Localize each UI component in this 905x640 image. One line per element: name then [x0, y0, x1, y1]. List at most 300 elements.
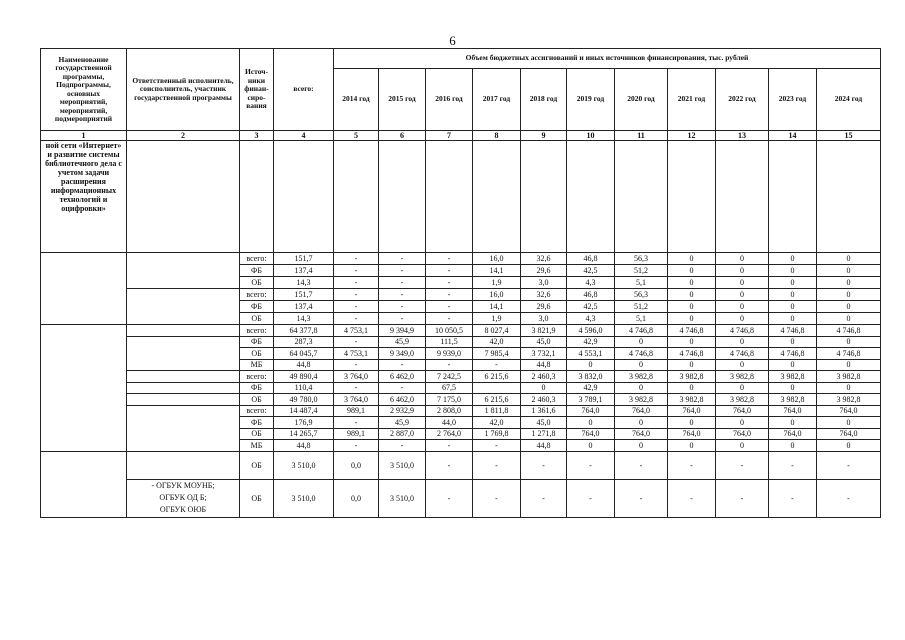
- source-cell: МБ: [240, 440, 274, 452]
- value-cell: 44,8: [521, 359, 567, 371]
- value-cell: 0: [567, 440, 615, 452]
- value-cell: 989,1: [334, 405, 379, 417]
- value-cell: -: [426, 451, 473, 479]
- value-cell: 4 746,8: [817, 325, 881, 337]
- value-cell: 0: [615, 382, 668, 394]
- source-cell: всего:: [240, 371, 274, 383]
- continuation-text: ной сети «Интернет» и развитие системы библиотечного дела с учетом задачи расширения информационных технологий и оцифровки»: [41, 141, 127, 253]
- value-cell: 42,0: [473, 417, 521, 429]
- value-cell: 3 764,0: [334, 394, 379, 406]
- value-cell: 764,0: [716, 428, 769, 440]
- value-cell: 2 460,3: [521, 394, 567, 406]
- measure-name: [41, 451, 127, 517]
- value-cell: 3 982,8: [716, 371, 769, 383]
- value-cell: 7 985,4: [473, 348, 521, 360]
- value-cell: 3 510,0: [274, 451, 334, 479]
- value-cell: 46,8: [567, 253, 615, 265]
- value-cell: 4 753,1: [334, 325, 379, 337]
- table-row: [41, 405, 881, 417]
- value-cell: 1 811,8: [473, 405, 521, 417]
- value-cell: 16,0: [473, 289, 521, 301]
- value-cell: -: [473, 440, 521, 452]
- source-cell: всего:: [240, 253, 274, 265]
- value-cell: -: [615, 479, 668, 517]
- value-cell: 10 050,5: [426, 325, 473, 337]
- value-cell: [473, 382, 521, 394]
- value-cell: 0: [615, 417, 668, 429]
- value-cell: 0: [817, 289, 881, 301]
- executor-name: [127, 394, 240, 406]
- executor-line: ОГБУК ОЮБ: [159, 505, 207, 514]
- value-cell: -: [379, 265, 426, 277]
- value-cell: 0: [716, 336, 769, 348]
- value-cell: 9 349,0: [379, 348, 426, 360]
- value-cell: -: [769, 479, 817, 517]
- value-cell: 2 460,3: [521, 371, 567, 383]
- value-cell: 0: [716, 382, 769, 394]
- value-cell: 0: [668, 382, 716, 394]
- value-cell: 3 982,8: [817, 394, 881, 406]
- value-cell: -: [334, 417, 379, 429]
- value-cell: 3 982,8: [615, 394, 668, 406]
- value-cell: 764,0: [817, 405, 881, 417]
- executor-line: - ОГБУК МОУНБ;: [151, 481, 215, 490]
- value-cell: 4 746,8: [769, 348, 817, 360]
- value-cell: -: [426, 440, 473, 452]
- value-cell: 42,0: [473, 336, 521, 348]
- value-cell: 764,0: [668, 405, 716, 417]
- value-cell: 0: [769, 359, 817, 371]
- value-cell: -: [379, 382, 426, 394]
- value-cell: 0: [817, 313, 881, 325]
- value-cell: 137,4: [274, 265, 334, 277]
- value-cell: 14 487,4: [274, 405, 334, 417]
- value-cell: -: [567, 451, 615, 479]
- column-index: 9: [521, 131, 567, 141]
- value-cell: 1 271,8: [521, 428, 567, 440]
- value-cell: -: [334, 313, 379, 325]
- value-cell: -: [334, 440, 379, 452]
- value-cell: 0: [769, 253, 817, 265]
- value-cell: 44,8: [521, 440, 567, 452]
- executor-name: [127, 336, 240, 371]
- measure-name: [41, 253, 127, 325]
- value-cell: 3 832,0: [567, 371, 615, 383]
- value-cell: 0: [769, 336, 817, 348]
- value-cell: -: [615, 451, 668, 479]
- value-cell: -: [379, 277, 426, 289]
- value-cell: 0: [817, 359, 881, 371]
- value-cell: 0: [817, 382, 881, 394]
- value-cell: 0: [668, 289, 716, 301]
- value-cell: -: [426, 265, 473, 277]
- value-cell: 0: [817, 440, 881, 452]
- value-cell: 151,7: [274, 253, 334, 265]
- value-cell: 0: [567, 417, 615, 429]
- value-cell: -: [426, 359, 473, 371]
- value-cell: 137,4: [274, 301, 334, 313]
- header-total: всего:: [274, 49, 334, 131]
- source-cell: ОБ: [240, 428, 274, 440]
- value-cell: 0: [668, 313, 716, 325]
- header-year: 2022 год: [716, 69, 769, 131]
- value-cell: -: [334, 301, 379, 313]
- value-cell: 3 982,8: [769, 394, 817, 406]
- value-cell: 3 789,1: [567, 394, 615, 406]
- value-cell: 2 764,0: [426, 428, 473, 440]
- value-cell: 42,9: [567, 336, 615, 348]
- value-cell: 0: [769, 277, 817, 289]
- value-cell: -: [379, 313, 426, 325]
- executor-name: [127, 451, 240, 479]
- value-cell: -: [379, 253, 426, 265]
- value-cell: -: [426, 253, 473, 265]
- value-cell: 4 746,8: [668, 348, 716, 360]
- value-cell: -: [334, 382, 379, 394]
- column-index: 3: [240, 131, 274, 141]
- value-cell: 0: [668, 265, 716, 277]
- value-cell: 0: [769, 382, 817, 394]
- value-cell: 4 746,8: [817, 348, 881, 360]
- header-program: Наименование государственной программы, Подпрограммы, основных мероприятий, мероприятий, подмероприятий: [41, 49, 127, 131]
- value-cell: 764,0: [615, 428, 668, 440]
- value-cell: 3 732,1: [521, 348, 567, 360]
- value-cell: -: [334, 289, 379, 301]
- value-cell: 7 242,5: [426, 371, 473, 383]
- value-cell: 4 753,1: [334, 348, 379, 360]
- value-cell: 9 394,9: [379, 325, 426, 337]
- value-cell: 51,2: [615, 301, 668, 313]
- source-cell: МБ: [240, 359, 274, 371]
- value-cell: 0: [567, 359, 615, 371]
- value-cell: 46,8: [567, 289, 615, 301]
- value-cell: -: [521, 451, 567, 479]
- source-cell: ФБ: [240, 336, 274, 348]
- value-cell: 14 265,7: [274, 428, 334, 440]
- value-cell: 764,0: [615, 405, 668, 417]
- funding-table: [40, 48, 881, 518]
- value-cell: 1 361,6: [521, 405, 567, 417]
- value-cell: 0: [817, 253, 881, 265]
- source-cell: ОБ: [240, 277, 274, 289]
- table-row: [41, 479, 881, 517]
- value-cell: -: [379, 301, 426, 313]
- value-cell: 764,0: [668, 428, 716, 440]
- value-cell: 0: [716, 265, 769, 277]
- value-cell: 14,1: [473, 301, 521, 313]
- value-cell: 45,9: [379, 336, 426, 348]
- value-cell: 49 890,4: [274, 371, 334, 383]
- value-cell: 4,3: [567, 313, 615, 325]
- table-row: [41, 451, 881, 479]
- column-index: 11: [615, 131, 668, 141]
- value-cell: 0: [769, 440, 817, 452]
- value-cell: -: [716, 451, 769, 479]
- value-cell: 0: [668, 440, 716, 452]
- value-cell: -: [473, 451, 521, 479]
- executor-name: [127, 371, 240, 383]
- header-year: 2019 год: [567, 69, 615, 131]
- source-cell: ОБ: [240, 394, 274, 406]
- source-cell: всего:: [240, 405, 274, 417]
- value-cell: 3 982,8: [668, 371, 716, 383]
- header-source: Источ-ники финан-сиро-вания: [240, 49, 274, 131]
- value-cell: 0: [668, 336, 716, 348]
- header-year: 2024 год: [817, 69, 881, 131]
- value-cell: 0: [817, 277, 881, 289]
- value-cell: 2 808,0: [426, 405, 473, 417]
- column-index: 5: [334, 131, 379, 141]
- value-cell: 49 780,0: [274, 394, 334, 406]
- value-cell: 1,9: [473, 313, 521, 325]
- value-cell: 2 932,9: [379, 405, 426, 417]
- source-cell: ОБ: [240, 348, 274, 360]
- value-cell: 0: [769, 289, 817, 301]
- value-cell: 287,3: [274, 336, 334, 348]
- value-cell: 1,9: [473, 277, 521, 289]
- value-cell: 29,6: [521, 301, 567, 313]
- header-year: 2021 год: [668, 69, 716, 131]
- header-executor: Ответственный исполнитель, соисполнитель, участник государственной программы: [127, 49, 240, 131]
- value-cell: 3,0: [521, 313, 567, 325]
- value-cell: 56,3: [615, 253, 668, 265]
- value-cell: 0: [716, 277, 769, 289]
- value-cell: 14,1: [473, 265, 521, 277]
- value-cell: 764,0: [567, 428, 615, 440]
- value-cell: -: [473, 359, 521, 371]
- column-index: 6: [379, 131, 426, 141]
- value-cell: 6 462,0: [379, 394, 426, 406]
- value-cell: 4 746,8: [716, 348, 769, 360]
- value-cell: 6 215,6: [473, 394, 521, 406]
- value-cell: 0: [615, 359, 668, 371]
- value-cell: 9 939,0: [426, 348, 473, 360]
- value-cell: 3 982,8: [615, 371, 668, 383]
- value-cell: -: [334, 277, 379, 289]
- header-year: 2016 год: [426, 69, 473, 131]
- value-cell: 0: [769, 265, 817, 277]
- value-cell: 3 821,9: [521, 325, 567, 337]
- value-cell: 0: [668, 253, 716, 265]
- table-row: [41, 371, 881, 383]
- value-cell: 42,5: [567, 265, 615, 277]
- column-index: 12: [668, 131, 716, 141]
- value-cell: 0: [817, 417, 881, 429]
- source-cell: ОБ: [240, 479, 274, 517]
- value-cell: -: [521, 479, 567, 517]
- value-cell: 6 215,6: [473, 371, 521, 383]
- value-cell: 3 982,8: [668, 394, 716, 406]
- value-cell: 2 887,0: [379, 428, 426, 440]
- executor-name: [127, 382, 240, 394]
- source-cell: ФБ: [240, 417, 274, 429]
- value-cell: 1 769,8: [473, 428, 521, 440]
- column-index: 14: [769, 131, 817, 141]
- value-cell: 0: [769, 417, 817, 429]
- executor-name: [127, 289, 240, 325]
- value-cell: 110,4: [274, 382, 334, 394]
- column-index: 1: [41, 131, 127, 141]
- source-cell: ФБ: [240, 301, 274, 313]
- value-cell: -: [817, 451, 881, 479]
- value-cell: 4 553,1: [567, 348, 615, 360]
- value-cell: 5,1: [615, 313, 668, 325]
- value-cell: -: [426, 277, 473, 289]
- value-cell: -: [334, 359, 379, 371]
- value-cell: 4 746,8: [716, 325, 769, 337]
- value-cell: 64 045,7: [274, 348, 334, 360]
- value-cell: 0: [668, 277, 716, 289]
- value-cell: 42,9: [567, 382, 615, 394]
- header-year: 2015 год: [379, 69, 426, 131]
- page-number: 6: [449, 33, 456, 48]
- value-cell: 0: [716, 289, 769, 301]
- value-cell: 3 982,8: [769, 371, 817, 383]
- value-cell: -: [379, 440, 426, 452]
- value-cell: 4 746,8: [769, 325, 817, 337]
- value-cell: -: [668, 451, 716, 479]
- table-row: [41, 289, 881, 301]
- value-cell: 32,6: [521, 253, 567, 265]
- value-cell: 4 746,8: [615, 325, 668, 337]
- value-cell: 111,5: [426, 336, 473, 348]
- value-cell: 989,1: [334, 428, 379, 440]
- value-cell: 56,3: [615, 289, 668, 301]
- header-year: 2023 год: [769, 69, 817, 131]
- value-cell: -: [473, 479, 521, 517]
- value-cell: -: [769, 451, 817, 479]
- value-cell: 45,0: [521, 417, 567, 429]
- value-cell: 3 510,0: [274, 479, 334, 517]
- value-cell: 0: [817, 265, 881, 277]
- value-cell: 67,5: [426, 382, 473, 394]
- value-cell: -: [426, 313, 473, 325]
- value-cell: 42,5: [567, 301, 615, 313]
- executor-name: [127, 253, 240, 289]
- value-cell: 0: [615, 336, 668, 348]
- value-cell: 764,0: [817, 428, 881, 440]
- value-cell: 764,0: [716, 405, 769, 417]
- value-cell: -: [426, 479, 473, 517]
- value-cell: -: [716, 479, 769, 517]
- value-cell: 16,0: [473, 253, 521, 265]
- value-cell: 0: [716, 313, 769, 325]
- value-cell: 0: [716, 253, 769, 265]
- value-cell: 0: [716, 359, 769, 371]
- column-index: 10: [567, 131, 615, 141]
- header-year: 2017 год: [473, 69, 521, 131]
- source-cell: ФБ: [240, 382, 274, 394]
- value-cell: 0: [521, 382, 567, 394]
- value-cell: 3 510,0: [379, 451, 426, 479]
- value-cell: 14,3: [274, 277, 334, 289]
- value-cell: 64 377,8: [274, 325, 334, 337]
- table-row: [41, 253, 881, 265]
- table-row: [41, 394, 881, 406]
- value-cell: 764,0: [769, 428, 817, 440]
- value-cell: -: [817, 479, 881, 517]
- value-cell: 0: [615, 440, 668, 452]
- value-cell: 3 982,8: [716, 394, 769, 406]
- value-cell: 0,0: [334, 479, 379, 517]
- header-year: 2018 год: [521, 69, 567, 131]
- value-cell: 0: [769, 301, 817, 313]
- value-cell: -: [379, 359, 426, 371]
- value-cell: 3 510,0: [379, 479, 426, 517]
- column-index: 15: [817, 131, 881, 141]
- value-cell: 5,1: [615, 277, 668, 289]
- column-index: 8: [473, 131, 521, 141]
- value-cell: 764,0: [769, 405, 817, 417]
- value-cell: 0: [817, 336, 881, 348]
- executor-name: [127, 479, 240, 517]
- value-cell: 4 746,8: [668, 325, 716, 337]
- value-cell: 44,8: [274, 359, 334, 371]
- column-index: 13: [716, 131, 769, 141]
- column-index: 2: [127, 131, 240, 141]
- executor-name: [127, 325, 240, 337]
- table-row: [41, 336, 881, 348]
- value-cell: -: [426, 301, 473, 313]
- value-cell: 0: [668, 301, 716, 313]
- executor-name: [127, 405, 240, 451]
- value-cell: 45,0: [521, 336, 567, 348]
- value-cell: -: [668, 479, 716, 517]
- value-cell: 4 746,8: [615, 348, 668, 360]
- value-cell: -: [334, 336, 379, 348]
- value-cell: 3 764,0: [334, 371, 379, 383]
- value-cell: 3,0: [521, 277, 567, 289]
- subprogram-name: [41, 325, 127, 452]
- executor-line: ОГБУК ОД Б;: [159, 493, 207, 502]
- value-cell: 14,3: [274, 313, 334, 325]
- header-funding-title: Объем бюджетных ассигнований и иных источников финансирования, тыс. рублей: [334, 49, 881, 69]
- value-cell: 8 027,4: [473, 325, 521, 337]
- value-cell: 0: [716, 417, 769, 429]
- value-cell: -: [334, 265, 379, 277]
- column-index: 7: [426, 131, 473, 141]
- column-index: 4: [274, 131, 334, 141]
- source-cell: ОБ: [240, 451, 274, 479]
- value-cell: 0: [817, 301, 881, 313]
- value-cell: 0: [769, 313, 817, 325]
- value-cell: 32,6: [521, 289, 567, 301]
- header-year: 2014 год: [334, 69, 379, 131]
- value-cell: 44,8: [274, 440, 334, 452]
- value-cell: 4,3: [567, 277, 615, 289]
- value-cell: 4 596,0: [567, 325, 615, 337]
- source-cell: ФБ: [240, 265, 274, 277]
- value-cell: 0,0: [334, 451, 379, 479]
- value-cell: 151,7: [274, 289, 334, 301]
- value-cell: 45,9: [379, 417, 426, 429]
- value-cell: 3 982,8: [817, 371, 881, 383]
- value-cell: 0: [716, 440, 769, 452]
- source-cell: ОБ: [240, 313, 274, 325]
- header-year: 2020 год: [615, 69, 668, 131]
- value-cell: 6 462,0: [379, 371, 426, 383]
- value-cell: 29,6: [521, 265, 567, 277]
- value-cell: 7 175,0: [426, 394, 473, 406]
- table-row: [41, 382, 881, 394]
- value-cell: -: [379, 289, 426, 301]
- value-cell: 51,2: [615, 265, 668, 277]
- value-cell: 44,0: [426, 417, 473, 429]
- source-cell: всего:: [240, 325, 274, 337]
- source-cell: всего:: [240, 289, 274, 301]
- value-cell: 764,0: [567, 405, 615, 417]
- table-row: [41, 325, 881, 337]
